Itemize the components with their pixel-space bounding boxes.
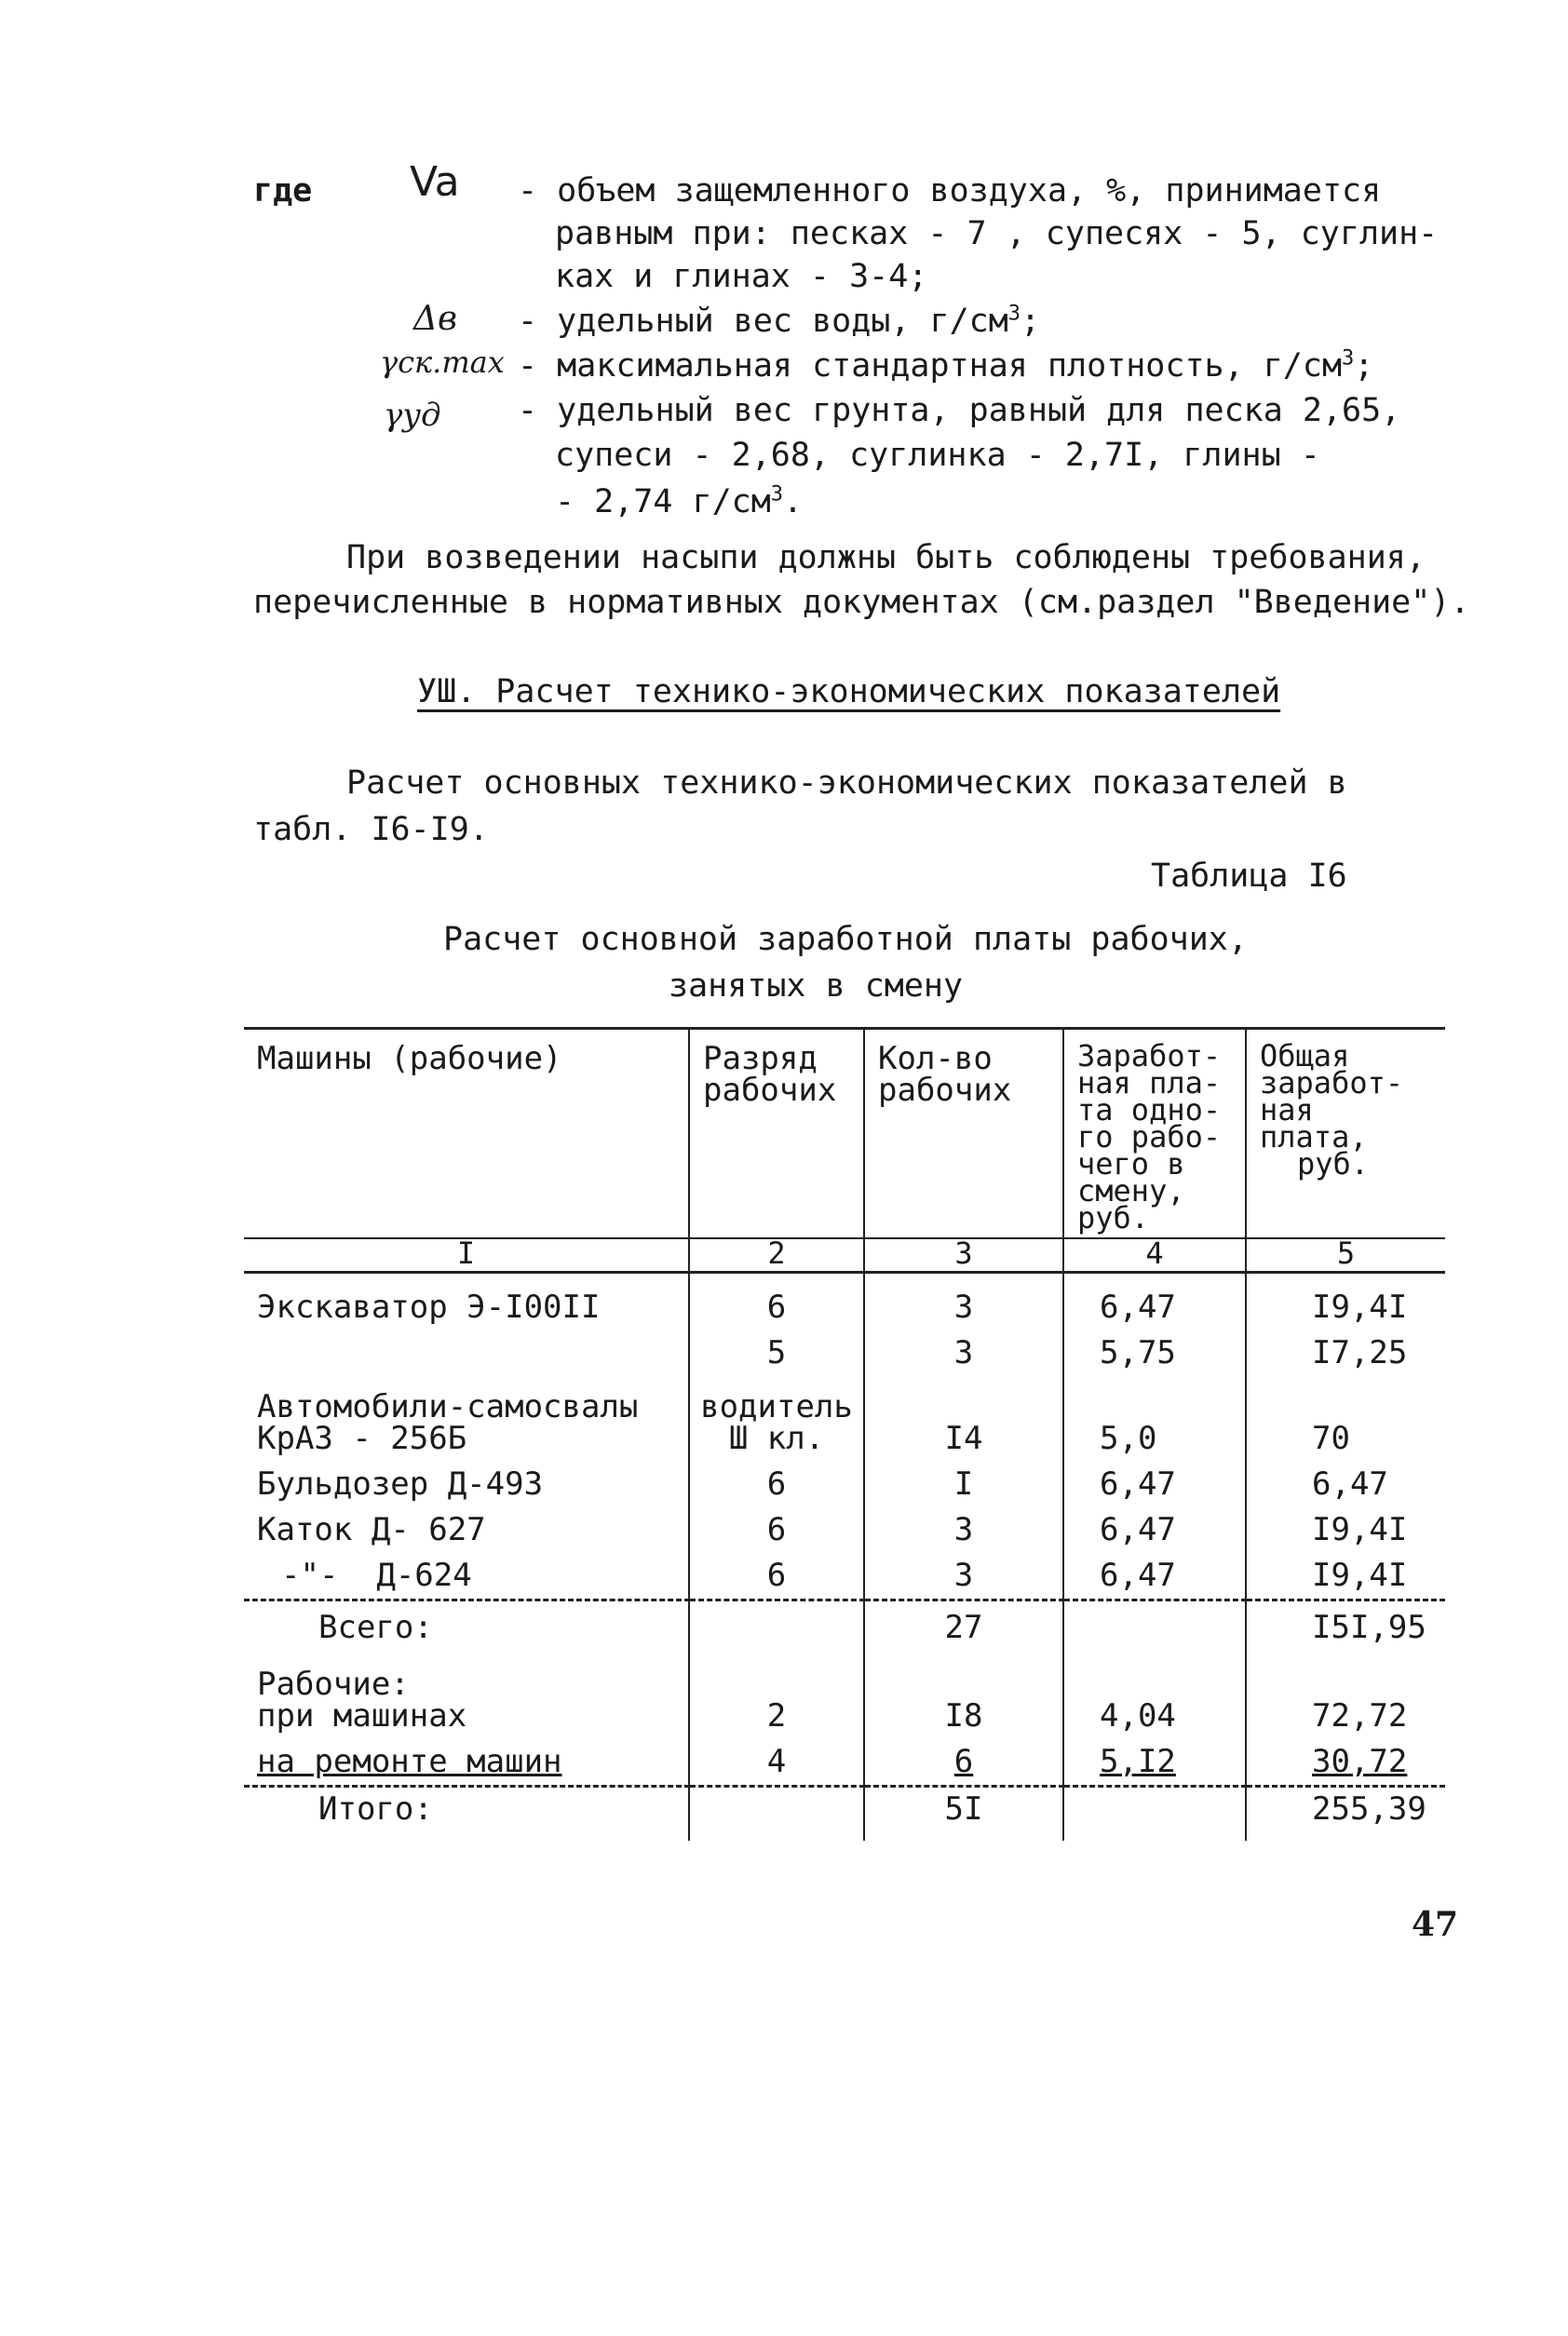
col-header-count: Кол-во рабочих (864, 1029, 1063, 1239)
paragraph-calc-line1: Расчет основных технико-экономических показателей в (346, 764, 1347, 802)
table-row-total (244, 1600, 1445, 1654)
cell-grade: 2 (689, 1654, 864, 1739)
table-title-line2: занятых в смену (669, 967, 964, 1005)
col-number: I (244, 1238, 689, 1273)
cell-count: 3 (864, 1553, 1063, 1600)
machine-line: Автомобили-самосвалы (257, 1388, 639, 1425)
cell-machine: Каток Д- 627 (257, 1511, 486, 1548)
machine-line: Рабочие: (257, 1666, 410, 1703)
cell-machine: на ремонте машин (244, 1739, 689, 1787)
col-number: 3 (864, 1238, 1063, 1273)
col-header-grade: Разряд рабочих (689, 1029, 864, 1239)
cell-total: 6,47 (1246, 1462, 1445, 1507)
def-soil-line2: супеси - 2,68, суглинка - 2,7I, глины - (555, 437, 1320, 474)
column-numbers-row (244, 1238, 1445, 1273)
cell-total: I9,4I (1246, 1507, 1445, 1553)
cell-count: 3 (864, 1273, 1063, 1331)
table-row (244, 1376, 1445, 1462)
col-header-wage-per-worker: Заработ- ная пла- та одно- го рабо- чего в смену, руб. (1063, 1029, 1246, 1239)
grade-line: Ш кл. (728, 1420, 825, 1457)
table-header-row (244, 1029, 1445, 1239)
table-row (244, 1507, 1445, 1553)
col-header-total-wage: Общая заработ- ная плата, руб. (1246, 1029, 1445, 1239)
table-row (244, 1462, 1445, 1507)
table-row (244, 1553, 1445, 1600)
table-row (244, 1654, 1445, 1739)
cell-total: I9,4I (1246, 1273, 1445, 1331)
def-va-line2: равным при: песках - 7 , супесях - 5, суглин- (555, 215, 1439, 252)
cell-wage: 6,47 (1063, 1462, 1246, 1507)
table-title-line1: Расчет основной заработной платы рабочих, (443, 921, 1248, 958)
cell-total: I9,4I (1246, 1553, 1445, 1600)
cell-wage: 6,47 (1063, 1553, 1246, 1600)
cell-grade (689, 1600, 864, 1654)
cell-machine (244, 1376, 689, 1462)
cell-total: I5I,95 (1246, 1600, 1445, 1654)
cell-wage: 6,47 (1063, 1273, 1246, 1331)
cell-grade: 6 (689, 1273, 864, 1331)
where-label: где (253, 172, 313, 209)
section-heading: УШ. Расчет технико-экономических показателей (417, 673, 1281, 710)
cell-machine: Экскаватор Э-I00II (257, 1289, 601, 1326)
col-header-machines: Машины (рабочие) (257, 1040, 562, 1077)
col-number: 5 (1246, 1238, 1445, 1273)
col-number: 2 (689, 1238, 864, 1273)
cell-wage: 5,0 (1063, 1376, 1246, 1462)
symbol-va: Va (410, 158, 460, 206)
table-row (244, 1739, 1445, 1787)
machine-line: КрАЗ - 256Б (257, 1420, 467, 1457)
cell-count: 5I (864, 1787, 1063, 1841)
table-row (244, 1273, 1445, 1331)
symbol-delta-v: Δв (413, 300, 457, 338)
symbol-gamma-max: γск.max (380, 344, 505, 380)
grade-line: водитель (700, 1388, 853, 1425)
cell-machine: Всего: (318, 1609, 433, 1646)
col-number: 4 (1063, 1238, 1246, 1273)
cell-total: 30,72 (1246, 1739, 1445, 1787)
cell-count: 6 (864, 1739, 1063, 1787)
cell-wage (1063, 1787, 1246, 1841)
cell-machine (244, 1330, 689, 1376)
paragraph-requirements-line2: перечисленные в нормативных документах (см.раздел "Введение"). (253, 584, 1470, 621)
cell-machine: Бульдозер Д-493 (257, 1465, 544, 1503)
cell-count: 3 (864, 1330, 1063, 1376)
table-row (244, 1330, 1445, 1376)
cell-machine (244, 1654, 689, 1739)
cell-total: I7,25 (1246, 1330, 1445, 1376)
cell-grade (689, 1376, 864, 1462)
def-soil-line3: - 2,74 $г/см^3$. (555, 482, 804, 520)
cell-total: 72,72 (1246, 1654, 1445, 1739)
cell-machine: -"- Д-624 (244, 1553, 689, 1600)
cell-total: 255,39 (1246, 1787, 1445, 1841)
paragraph-calc-line2: табл. I6-I9. (253, 811, 489, 848)
page-number: 47 (1412, 1905, 1459, 1944)
cell-wage (1063, 1600, 1246, 1654)
cell-total: 70 (1246, 1376, 1445, 1462)
cell-wage: 6,47 (1063, 1507, 1246, 1553)
cell-machine: Итого: (318, 1790, 433, 1828)
cell-grade (689, 1787, 864, 1841)
def-va-line1: - объем защемленного воздуха, %, принимается (518, 172, 1382, 209)
machine-line: при машинах (257, 1697, 467, 1735)
table-row-grand-total (244, 1787, 1445, 1841)
cell-grade: 6 (689, 1507, 864, 1553)
def-soil-line1: - удельный вес грунта, равный для песка 2,65, (518, 392, 1401, 429)
cell-grade: 6 (689, 1462, 864, 1507)
table-label: Таблица I6 (1151, 857, 1347, 895)
cell-grade: 4 (689, 1739, 864, 1787)
cell-grade: 5 (689, 1330, 864, 1376)
cell-grade: 6 (689, 1553, 864, 1600)
paragraph-requirements-line1: При возведении насыпи должны быть соблюдены требования, (346, 539, 1426, 576)
cell-count: 27 (864, 1600, 1063, 1654)
cell-wage: 5,75 (1063, 1330, 1246, 1376)
wages-table (244, 1027, 1445, 1841)
cell-wage: 4,04 (1063, 1654, 1246, 1739)
cell-count: I (864, 1462, 1063, 1507)
symbol-gamma-ud: γуд (384, 397, 441, 434)
def-water-weight: - удельный вес воды, $г/см^3$; (518, 302, 1041, 340)
cell-wage: 5,I2 (1063, 1739, 1246, 1787)
def-max-density: - максимальная стандартная плотность, $г/см^3$; (518, 346, 1374, 385)
cell-count: I8 (864, 1654, 1063, 1739)
cell-count: I4 (864, 1376, 1063, 1462)
def-va-line3: ках и глинах - 3-4; (555, 258, 928, 295)
cell-count: 3 (864, 1507, 1063, 1553)
